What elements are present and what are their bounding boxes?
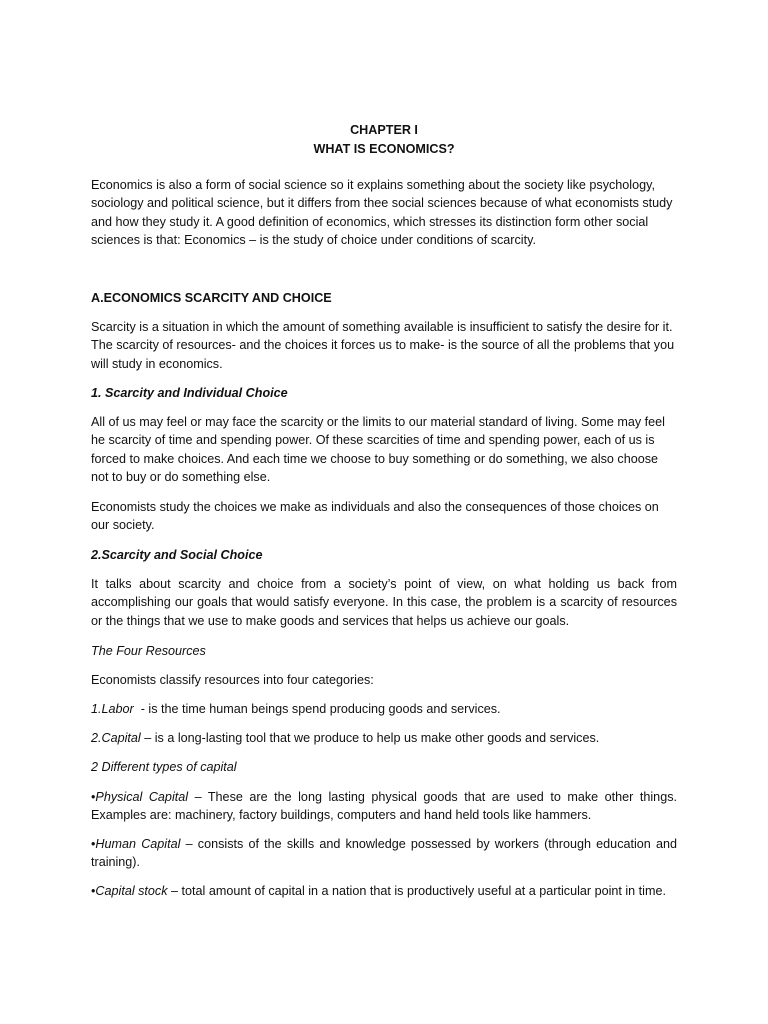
section-a-paragraph: Scarcity is a situation in which the amount of something available is insufficient to satisfy the desire for it. The scarcity of resources- and the choices it forces us to make- is the source of all the problems that you will study in economics. <box>91 320 675 371</box>
chapter-title: WHAT IS ECONOMICS? <box>313 142 455 156</box>
labor-item <box>91 700 677 718</box>
bullet-icon: • <box>91 790 96 804</box>
capital-type-item <box>91 882 677 900</box>
intro-paragraph: Economics is also a form of social science so it explains something about the society like psychology, sociology and political science, but it differs from thee social sciences because of what economists study and how they study it. A good definition of economics, which stresses its distinction form other social sciences is that: Economics – is the study of choice under conditions of scarcity. <box>91 178 673 248</box>
capital-type-definition: – These are the long lasting physical goods that are used to make other things. Examples are: machinery, factory buildings, computers and hand held tools like hammers. <box>91 790 677 823</box>
sub1-heading: 1. Scarcity and Individual Choice <box>91 386 288 400</box>
capital-type-definition: – consists of the skills and knowledge possessed by workers (through education and training). <box>91 837 677 870</box>
sub2-paragraph: It talks about scarcity and choice from a society’s point of view, on what holding us back from accomplishing our goals that would satisfy everyone. In this case, the problem is a scarcity of resources or the things that we use to make goods and services that helps us achieve our goals. <box>91 577 677 628</box>
sub1-paragraph-1: All of us may feel or may face the scarcity or the limits to our material standard of living. Some may feel he scarcity of time and spending power. Of these scarcities of time and spending power, each of us is forced to make choices. And each time we choose to buy something or do something, we also choose not to buy or do something else. <box>91 415 665 485</box>
section-a-heading: A.ECONOMICS SCARCITY AND CHOICE <box>91 291 332 305</box>
capital-type-term: Physical Capital <box>95 790 189 804</box>
labor-term: 1.Labor <box>91 702 134 716</box>
capital-term: 2.Capital <box>91 731 141 745</box>
chapter-number: CHAPTER I <box>350 123 418 137</box>
resources-intro: Economists classify resources into four categories: <box>91 673 374 687</box>
bullet-icon: • <box>91 884 96 898</box>
resources-heading: The Four Resources <box>91 644 206 658</box>
capital-types-heading: 2 Different types of capital <box>91 760 237 774</box>
capital-definition: – is a long-lasting tool that we produce to help us make other goods and services. <box>140 731 600 745</box>
capital-type-term: Capital stock <box>95 884 168 898</box>
sub2-heading: 2.Scarcity and Social Choice <box>91 548 263 562</box>
capital-item <box>91 729 677 747</box>
capital-type-item <box>91 788 677 825</box>
bullet-icon: • <box>91 837 96 851</box>
capital-type-term: Human Capital <box>95 837 181 851</box>
capital-type-definition: – total amount of capital in a nation that is productively useful at a particular point in time. <box>167 884 666 898</box>
capital-type-item <box>91 835 677 872</box>
sub1-paragraph-2: Economists study the choices we make as individuals and also the consequences of those choices on our society. <box>91 500 659 533</box>
labor-definition: - is the time human beings spend producing goods and services. <box>133 702 501 716</box>
